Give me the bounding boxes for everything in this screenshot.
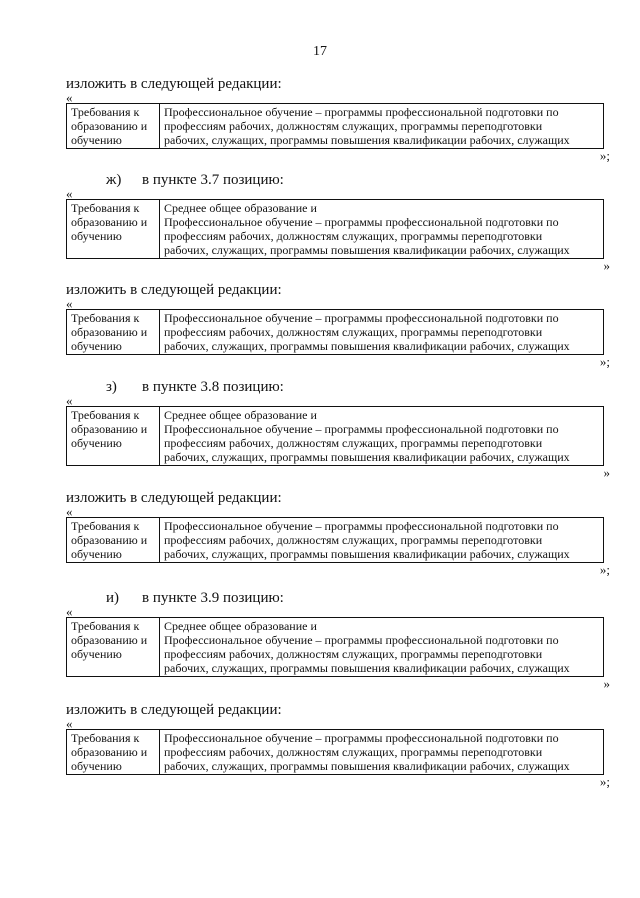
page-number: 17 xyxy=(313,44,327,59)
requirements-table xyxy=(66,309,604,355)
table-row xyxy=(67,618,604,677)
close-quote: » xyxy=(603,465,610,480)
close-quote: » xyxy=(603,676,610,691)
requirement-value-cell xyxy=(160,310,604,355)
value-line: рабочих, служащих, программы повышения квалификации рабочих, служащих xyxy=(164,450,570,464)
label-line: Требования к xyxy=(71,731,140,745)
value-line: Среднее общее образование и xyxy=(164,619,317,633)
requirement-label-cell xyxy=(67,407,160,466)
label-line: Требования к xyxy=(71,201,140,215)
label-line: Требования к xyxy=(71,105,140,119)
value-line: профессиям рабочих, должностям служащих, программы переподготовки xyxy=(164,533,543,547)
label-line: образованию и xyxy=(71,745,148,759)
label-line: обучению xyxy=(71,759,122,773)
table-row xyxy=(67,310,604,355)
value-line: профессиям рабочих, должностям служащих, программы переподготовки xyxy=(164,119,543,133)
lead-text: в пункте 3.9 позицию: xyxy=(142,590,284,606)
value-line: Профессиональное обучение – программы профессиональной подготовки по xyxy=(164,215,559,229)
table-row xyxy=(67,730,604,775)
lead-text: изложить в следующей редакции: xyxy=(66,490,282,506)
label-line: образованию и xyxy=(71,119,148,133)
table-row xyxy=(67,407,604,466)
open-quote: « xyxy=(66,296,73,311)
requirements-table xyxy=(66,199,604,259)
value-line: Профессиональное обучение – программы профессиональной подготовки по xyxy=(164,311,559,325)
requirements-table xyxy=(66,617,604,677)
value-line: рабочих, служащих, программы повышения квалификации рабочих, служащих xyxy=(164,133,570,147)
value-line: рабочих, служащих, программы повышения квалификации рабочих, служащих xyxy=(164,243,570,257)
label-line: Требования к xyxy=(71,311,140,325)
lead-text: изложить в следующей редакции: xyxy=(66,702,282,718)
label-line: обучению xyxy=(71,647,122,661)
amendment-block xyxy=(66,590,614,691)
label-line: образованию и xyxy=(71,422,148,436)
lead-line xyxy=(66,76,614,93)
open-quote: « xyxy=(66,186,73,201)
lead-line xyxy=(66,379,614,396)
label-line: Требования к xyxy=(71,519,140,533)
close-quote: »; xyxy=(599,774,610,789)
amendment-block xyxy=(66,379,614,480)
open-quote: « xyxy=(66,393,73,408)
amendment-block xyxy=(66,702,614,789)
requirement-value-cell xyxy=(160,618,604,677)
requirements-table xyxy=(66,406,604,466)
lead-text: в пункте 3.7 позицию: xyxy=(142,172,284,188)
lead-line xyxy=(66,590,614,607)
close-quote: »; xyxy=(599,562,610,577)
label-line: обучению xyxy=(71,436,122,450)
label-line: Требования к xyxy=(71,619,140,633)
value-line: Среднее общее образование и xyxy=(164,201,317,215)
value-line: Профессиональное обучение – программы профессиональной подготовки по xyxy=(164,633,559,647)
value-line: профессиям рабочих, должностям служащих, программы переподготовки xyxy=(164,647,543,661)
requirement-value-cell xyxy=(160,730,604,775)
requirement-label-cell xyxy=(67,730,160,775)
open-quote: « xyxy=(66,604,73,619)
requirements-table xyxy=(66,729,604,775)
open-quote: « xyxy=(66,90,73,105)
close-quote: »; xyxy=(599,148,610,163)
lead-text: изложить в следующей редакции: xyxy=(66,76,282,92)
item-letter: з) xyxy=(106,379,117,395)
label-line: образованию и xyxy=(71,215,148,229)
value-line: профессиям рабочих, должностям служащих, программы переподготовки xyxy=(164,436,543,450)
label-line: образованию и xyxy=(71,325,148,339)
table-row xyxy=(67,104,604,149)
amendment-block xyxy=(66,490,614,577)
amendment-block xyxy=(66,172,614,273)
close-quote: »; xyxy=(599,354,610,369)
label-line: образованию и xyxy=(71,533,148,547)
open-quote: « xyxy=(66,504,73,519)
label-line: обучению xyxy=(71,547,122,561)
requirement-value-cell xyxy=(160,104,604,149)
requirement-value-cell xyxy=(160,518,604,563)
lead-line xyxy=(66,702,614,719)
value-line: Профессиональное обучение – программы профессиональной подготовки по xyxy=(164,105,559,119)
amendment-block xyxy=(66,76,614,163)
value-line: Профессиональное обучение – программы профессиональной подготовки по xyxy=(164,731,559,745)
requirements-table xyxy=(66,103,604,149)
label-line: Требования к xyxy=(71,408,140,422)
requirement-label-cell xyxy=(67,618,160,677)
requirement-value-cell xyxy=(160,407,604,466)
value-line: Профессиональное обучение – программы профессиональной подготовки по xyxy=(164,519,559,533)
label-line: обучению xyxy=(71,229,122,243)
value-line: Среднее общее образование и xyxy=(164,408,317,422)
value-line: рабочих, служащих, программы повышения квалификации рабочих, служащих xyxy=(164,759,570,773)
requirement-value-cell xyxy=(160,200,604,259)
lead-text: изложить в следующей редакции: xyxy=(66,282,282,298)
requirement-label-cell xyxy=(67,518,160,563)
value-line: рабочих, служащих, программы повышения квалификации рабочих, служащих xyxy=(164,661,570,675)
requirement-label-cell xyxy=(67,200,160,259)
lead-line xyxy=(66,490,614,507)
lead-line xyxy=(66,282,614,299)
value-line: рабочих, служащих, программы повышения квалификации рабочих, служащих xyxy=(164,547,570,561)
value-line: профессиям рабочих, должностям служащих, программы переподготовки xyxy=(164,745,543,759)
requirement-label-cell xyxy=(67,310,160,355)
item-letter: и) xyxy=(106,590,120,606)
label-line: обучению xyxy=(71,339,122,353)
value-line: профессиям рабочих, должностям служащих, программы переподготовки xyxy=(164,325,543,339)
amendment-block xyxy=(66,282,614,369)
lead-line xyxy=(66,172,614,189)
label-line: образованию и xyxy=(71,633,148,647)
label-line: обучению xyxy=(71,133,122,147)
open-quote: « xyxy=(66,716,73,731)
requirement-label-cell xyxy=(67,104,160,149)
requirements-table xyxy=(66,517,604,563)
value-line: рабочих, служащих, программы повышения квалификации рабочих, служащих xyxy=(164,339,570,353)
value-line: Профессиональное обучение – программы профессиональной подготовки по xyxy=(164,422,559,436)
value-line: профессиям рабочих, должностям служащих, программы переподготовки xyxy=(164,229,543,243)
item-letter: ж) xyxy=(106,172,122,188)
table-row xyxy=(67,518,604,563)
lead-text: в пункте 3.8 позицию: xyxy=(142,379,284,395)
close-quote: » xyxy=(603,258,610,273)
table-row xyxy=(67,200,604,259)
